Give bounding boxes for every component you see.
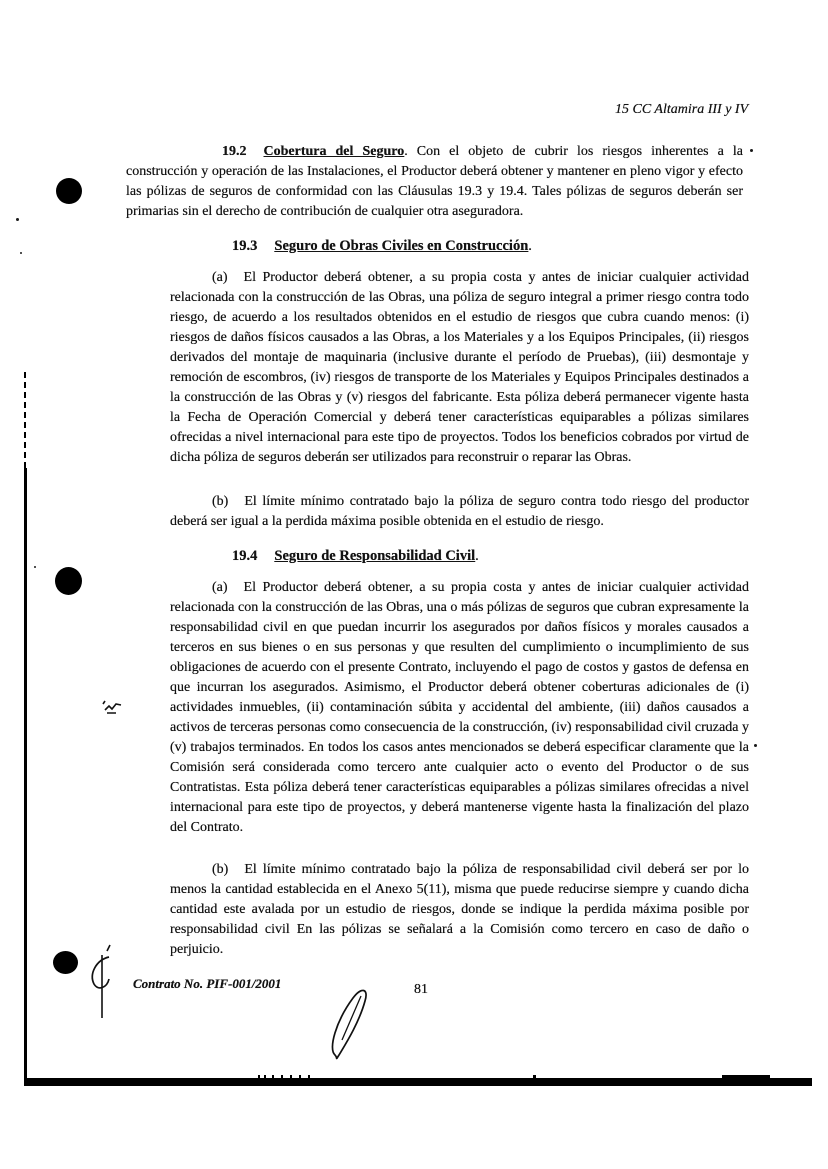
scan-tick	[533, 1075, 536, 1078]
scan-tick	[722, 1075, 770, 1078]
scan-speck	[20, 252, 22, 254]
header-reference: 15 CC Altamira III y IV	[615, 102, 749, 117]
clause-19-4-b-text: El límite mínimo contratado bajo la póliza de responsabilidad civil deberá ser por lo menos la cantidad establecida en el Anexo 5(11), misma que puede reducirse siempre y cuando dicha cantidad este avalada por un estudio de riesgos, donde se indique la perdida máxima posible por responsabilidad civil En las pólizas se señalará a la Comisión como tercero en caso de daño o perjuicio.	[170, 862, 749, 957]
section-19-4-period: .	[475, 548, 479, 564]
footer-page-number: 81	[414, 982, 428, 997]
section-19-3-title: Seguro de Obras Civiles en Construcción	[274, 238, 529, 254]
clause-19-4-a-text: El Productor deberá obtener, a su propia costa y antes de iniciar cualquier actividad relacionada con la construcción de las Obras, una o más pólizas de seguros que cubran expresamente la responsabilidad civil en que puedan incurrir los asegurados por daños físicos y morales causados a terceros en sus bienes o en sus personas y que resulten del cumplimiento o incumplimiento de sus obligaciones de acuerdo con el presente Contrato, incluyendo el pago de costos y gastos de defensa en que incurran los asegurados. Asimismo, el Productor deberá obtener coberturas adicionales de (i) actividades inmuebles, (ii) contaminación súbita y accidental del ambiente, (iii) daños causados a activos de terceras personas como consecuencia de la construcción, (iv) responsabilidad civil cruzada y (v) trabajos terminados. En todos los casos antes mencionados se deberá especificar claramente que la Comisión será considerada como tercero ante cualquier acto o evento del Productor o de sus Contratistas. Esta póliza deberá tener características equiparables a pólizas similares ofrecidas a nivel internacional para este tipo de proyectos, y deberá mantenerse vigente hasta la finalización del plazo del Contrato.	[170, 580, 749, 835]
ink-smudge	[100, 700, 126, 718]
clause-19-3-b-label: (b)	[212, 494, 229, 509]
hole-punch-dot-bottom	[53, 951, 78, 974]
section-19-2-number: 19.2	[222, 144, 247, 159]
scan-tick	[258, 1075, 260, 1078]
scan-tick	[290, 1075, 292, 1078]
scan-tick	[264, 1075, 266, 1078]
hole-punch-dot-middle	[55, 567, 82, 595]
scan-speck	[754, 744, 757, 747]
clause-19-3-a	[170, 268, 749, 468]
clause-19-3-a-text: El Productor deberá obtener, a su propia costa y antes de iniciar cualquier actividad relacionada con la construcción de las Obras, una póliza de seguro integral a primer riesgo contra todo riesgo, de acuerdo a los resultados obtenidos en el estudio de riesgos que cubra cuando menos: (i) riesgos de daños físicos causados a las Obras, a los Materiales y a los Equipos Principales, (ii) riesgos derivados del montaje de maquinaria (inclusive durante el período de Pruebas), (iii) desmontaje y remoción de escombros, (iv) riesgos de transporte de los Materiales y Equipos Principales destinados a la construcción de las Obras y (v) riesgos del fabricante. Esta póliza deberá permanecer vigente hasta la Fecha de Operación Comercial y deberá tener características equiparables a pólizas similares ofrecidas a nivel internacional para este tipo de proyectos. Todos los beneficios cobrados por virtud de dicha póliza de seguros deberán ser utilizados para reconstruir o reparar las Obras.	[170, 270, 749, 465]
hole-punch-dot-top	[56, 178, 82, 204]
section-19-4-number: 19.4	[232, 548, 258, 564]
clause-19-4-b	[170, 860, 749, 960]
section-19-3-number: 19.3	[232, 238, 258, 254]
clause-19-4-b-label: (b)	[212, 862, 229, 877]
clause-19-3-b-text: El límite mínimo contratado bajo la póliza de seguro contra todo riesgo del productor deberá ser igual a la perdida máxima posible obtenida en el estudio de riesgo.	[170, 494, 749, 529]
scan-tick	[272, 1075, 274, 1078]
section-19-3-heading	[232, 236, 532, 256]
section-19-2-paragraph	[126, 142, 743, 222]
scan-tick	[308, 1075, 310, 1078]
scan-speck	[750, 149, 753, 152]
scan-tick	[299, 1075, 301, 1078]
signature-mark	[323, 985, 383, 1063]
clause-19-4-a-label: (a)	[212, 580, 228, 595]
clause-19-3-a-label: (a)	[212, 270, 228, 285]
section-19-4-heading	[232, 546, 479, 566]
section-19-3-period: .	[528, 238, 532, 254]
clause-19-3-b	[170, 492, 749, 532]
pen-mark	[84, 944, 120, 1024]
scan-speck	[16, 218, 19, 221]
footer-contract-number: Contrato No. PIF-001/2001	[133, 976, 282, 991]
scan-speck	[34, 566, 36, 568]
clause-19-4-a	[170, 578, 749, 838]
scan-tick	[281, 1075, 283, 1078]
section-19-2-title: Cobertura del Seguro	[263, 144, 405, 159]
scan-bottom-bar	[24, 1078, 812, 1086]
section-19-4-title: Seguro de Responsabilidad Civil	[274, 548, 476, 564]
scan-dashed-line	[24, 372, 26, 468]
section-19-2-text: . Con el objeto de cubrir los riesgos inherentes a la construcción y operación de las Instalaciones, el Productor deberá obtener y mantener en pleno vigor y efecto las pólizas de seguros de conformidad con las Cláusulas 19.3 y 19.4. Tales pólizas de seguros deberán ser primarias sin el derecho de contribución de cualquier otra aseguradora.	[126, 144, 743, 219]
scan-vertical-line	[24, 468, 27, 1080]
